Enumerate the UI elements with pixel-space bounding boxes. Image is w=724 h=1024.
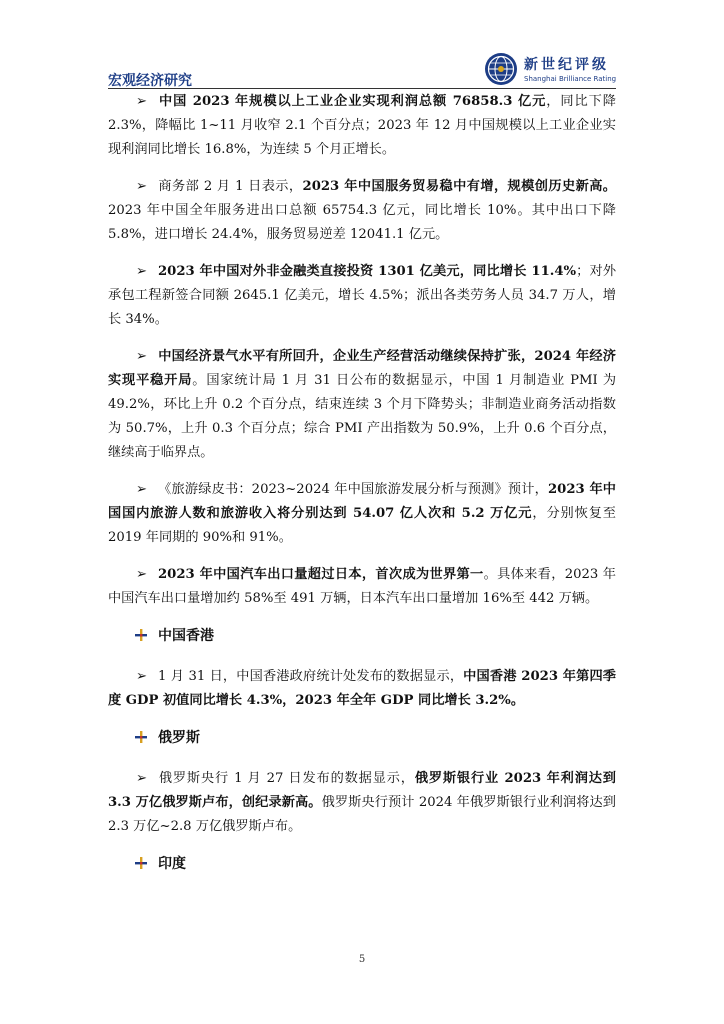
paragraph-text: ，分别恢复至 2019 年同期的 90%和 91%。 (108, 506, 616, 545)
header-divider (108, 88, 616, 89)
paragraph-auto-exports (108, 563, 616, 611)
paragraph-text: 2023 年中国全年服务进出口总额 65754.3 亿元，同比增长 10%。其中出口下降 5.8%，进口增长 24.4%，服务贸易逆差 12041.1 亿元。 (108, 203, 616, 242)
section-title: 中国香港 (158, 628, 214, 644)
paragraph-highlight: 2023 年中国国内旅游人数和旅游收入将分别达到 54.07 亿人次和 5.2 万亿元 (108, 482, 616, 521)
paragraph-highlight: 俄罗斯银行业 2023 年利润达到 3.3 万亿俄罗斯卢布，创纪录新高。 (108, 771, 616, 810)
section-heading-india (134, 853, 616, 875)
logo-chinese-name: 新世纪评级 (524, 57, 609, 73)
paragraph-intro: 俄罗斯央行 1 月 27 日发布的数据显示， (158, 771, 415, 786)
section-title: 印度 (158, 856, 186, 872)
paragraph-text: ，同比下降 2.3%，降幅比 1~11 月收窄 2.1 个百分点；2023 年 12 月中国规模以上工业企业实现利润同比增长 16.8%，为连续 5 个月正增长。 (108, 94, 616, 157)
paragraph-russia-banking (108, 767, 616, 839)
paragraph-text: ；对外承包工程新签合同额 2645.1 亿美元，增长 4.5%；派出各类劳务人员 34.7 万人，增长 34%。 (108, 264, 617, 327)
arrow-bullet-icon: ➢ (136, 179, 148, 194)
paragraph-outbound-investment (108, 260, 616, 332)
paragraph-highlight: 2023 年中国服务贸易稳中有增，规模创历史新高。 (302, 179, 616, 194)
page-number: 5 (358, 954, 366, 965)
section-bullet-icon (134, 730, 148, 744)
arrow-bullet-icon: ➢ (136, 771, 148, 786)
arrow-bullet-icon: ➢ (136, 482, 148, 497)
section-heading-hong-kong (134, 625, 616, 647)
company-logo (484, 52, 616, 86)
document-body (108, 90, 616, 893)
arrow-bullet-icon: ➢ (136, 264, 148, 279)
paragraph-highlight: 中国经济景气水平有所回升，企业生产经营活动继续保持扩张，2024 年经济实现平稳开局 (108, 349, 616, 388)
logo-english-name: Shanghai Brilliance Rating (524, 75, 617, 83)
paragraph-highlight: 中国 2023 年规模以上工业企业实现利润总额 76858.3 亿元 (158, 94, 547, 109)
paragraph-text: 。具体来看，2023 年中国汽车出口量增加约 58%至 491 万辆，日本汽车出口量增加 16%至 442 万辆。 (108, 567, 616, 606)
paragraph-pmi (108, 345, 616, 465)
paragraph-service-trade (108, 175, 616, 247)
paragraph-highlight: 2023 年中国汽车出口量超过日本，首次成为世界第一 (158, 567, 484, 582)
paragraph-highlight: 中国香港 2023 年第四季度 GDP 初值同比增长 4.3%，2023 年全年 GDP 同比增长 3.2%。 (108, 669, 616, 708)
arrow-bullet-icon: ➢ (136, 349, 148, 364)
section-bullet-icon (134, 628, 148, 642)
arrow-bullet-icon: ➢ (136, 669, 148, 684)
paragraph-intro: 《旅游绿皮书：2023~2024 年中国旅游发展分析与预测》预计， (158, 482, 548, 497)
arrow-bullet-icon: ➢ (136, 567, 148, 582)
section-heading-russia (134, 727, 616, 749)
section-title: 俄罗斯 (158, 730, 200, 746)
paragraph-tourism (108, 478, 616, 550)
paragraph-intro: 商务部 2 月 1 日表示， (158, 179, 303, 194)
globe-emblem-icon (484, 52, 518, 86)
paragraph-intro: 1 月 31 日，中国香港政府统计处发布的数据显示， (158, 669, 464, 684)
paragraph-highlight: 2023 年中国对外非金融类直接投资 1301 亿美元，同比增长 11.4% (158, 264, 577, 279)
section-bullet-icon (134, 856, 148, 870)
arrow-bullet-icon: ➢ (136, 94, 148, 109)
page-header (108, 42, 616, 88)
paragraph-hong-kong-gdp (108, 665, 616, 713)
paragraph-text: 俄罗斯央行预计 2024 年俄罗斯银行业利润将达到 2.3 万亿~2.8 万亿俄罗斯卢布。 (108, 795, 616, 834)
paragraph-industrial-profits (108, 90, 616, 162)
paragraph-text: 。国家统计局 1 月 31 日公布的数据显示，中国 1 月制造业 PMI 为 49.2%，环比上升 0.2 个百分点，结束连续 3 个月下降势头；非制造业商务活动指数为 50.7%，上升 0.3 个百分点；综合 PMI 产出指数为 50.9%，上升 0.6 个百分点，继续高于临界点。 (108, 373, 617, 460)
report-category-title: 宏观经济研究 (108, 73, 192, 89)
